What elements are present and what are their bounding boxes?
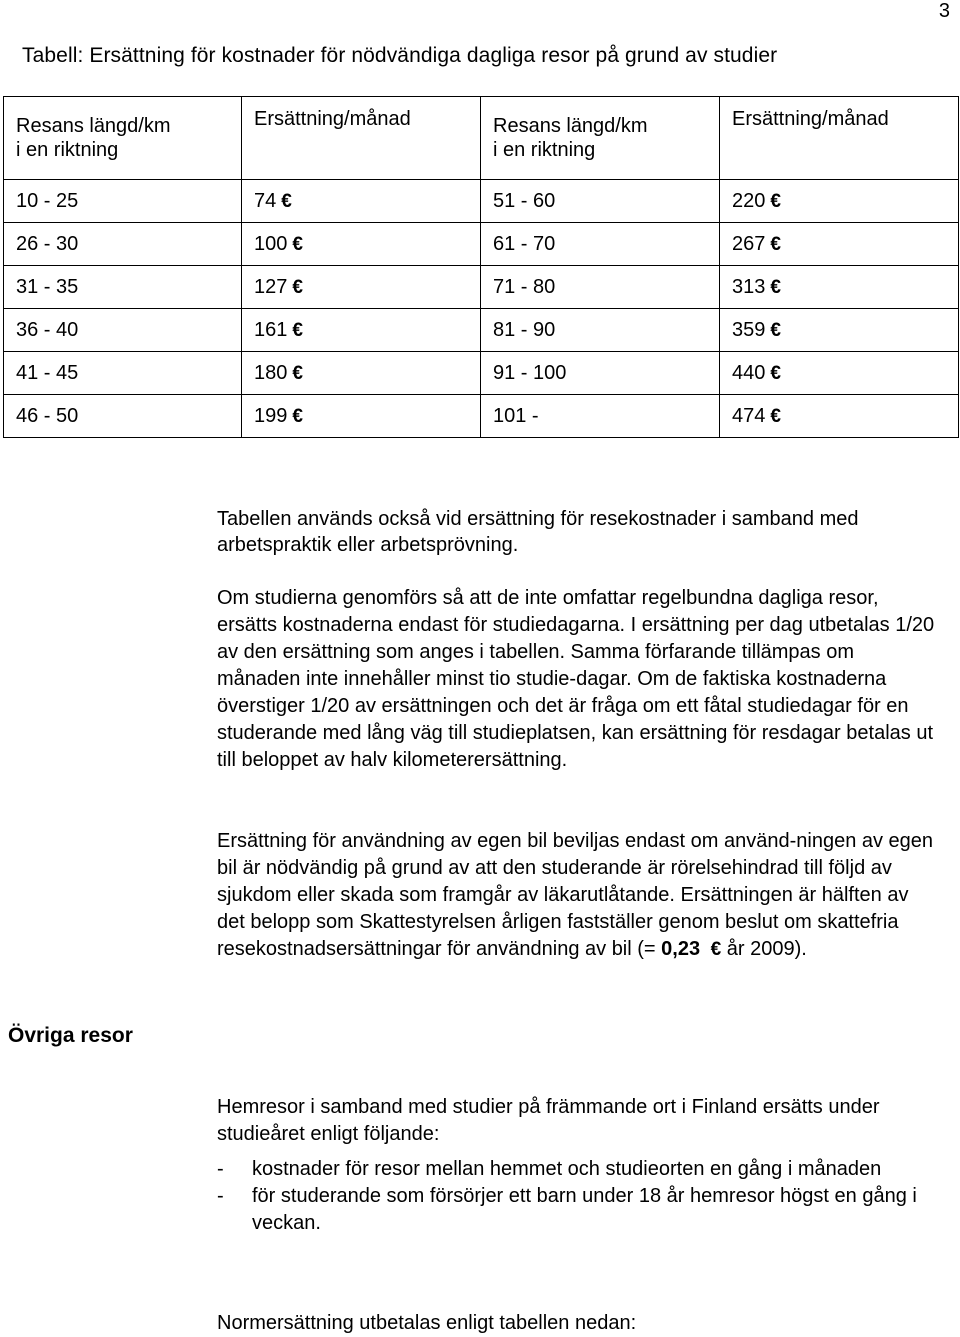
table-header-row — [4, 97, 959, 180]
amount-cell: 267 € — [720, 223, 959, 266]
amount-cell: 220 € — [720, 180, 959, 223]
euro-icon: € — [292, 405, 303, 427]
amount-cell: 161 € — [242, 309, 481, 352]
paragraph-own-car: Ersättning för användning av egen bil beviljas endast om använd-ningen av egen bil är nödvändig på grund av att den studerande är rörelsehindrad till följd av sjukdom eller skada som framgår av läkarutlåtande. Ersättningen är hälften av det belopp som Skattestyrelsen årligen fastställer genom beslut om skattefria resekostnadsersättningar för användning av bil (= 0,23 € år 2009). — [217, 828, 937, 963]
amount-cell: 313 € — [720, 266, 959, 309]
euro-icon: € — [292, 233, 303, 255]
distance-cell: 31 - 35 — [4, 266, 242, 309]
amount-cell: 180 € — [242, 352, 481, 395]
table-row — [4, 266, 959, 309]
euro-icon: € — [770, 276, 781, 298]
table-row — [4, 309, 959, 352]
header-distance-2: Resans längd/km i en riktning — [481, 97, 720, 180]
list-marker: - — [217, 1185, 224, 1207]
table-row — [4, 223, 959, 266]
list-item: - för studerande som försörjer ett barn under 18 år hemresor högst en gång i veckan. — [217, 1185, 917, 1234]
header-compensation-2: Ersättning/månad — [720, 97, 959, 180]
distance-cell: 46 - 50 — [4, 395, 242, 438]
distance-cell: 41 - 45 — [4, 352, 242, 395]
distance-cell: 36 - 40 — [4, 309, 242, 352]
distance-cell: 26 - 30 — [4, 223, 242, 266]
table-title: Tabell: Ersättning för kostnader för nödvändiga dagliga resor på grund av studier — [22, 44, 778, 67]
euro-icon: € — [281, 190, 292, 212]
euro-icon: € — [770, 405, 781, 427]
euro-icon: € — [770, 319, 781, 341]
amount-cell: 199 € — [242, 395, 481, 438]
table-row — [4, 352, 959, 395]
list-item: - kostnader för resor mellan hemmet och studieorten en gång i månaden — [217, 1156, 937, 1183]
amount-cell: 359 € — [720, 309, 959, 352]
page-number: 3 — [938, 0, 950, 22]
euro-icon: € — [710, 939, 722, 960]
table-row — [4, 180, 959, 223]
amount-cell: 127 € — [242, 266, 481, 309]
amount-cell: 440 € — [720, 352, 959, 395]
distance-cell: 61 - 70 — [481, 223, 720, 266]
section-heading: Övriga resor — [8, 1024, 133, 1047]
distance-cell: 81 - 90 — [481, 309, 720, 352]
paragraph-study-days: Om studierna genomförs så att de inte omfattar regelbundna dagliga resor, ersätts kostnaderna endast för studiedagarna. I ersättning per dag utbetalas 1/20 av den ersättning som anges i tabellen. Samma förfarande tillämpas om månaden inte innehåller minst tio studie-dagar. Om de faktiska kostnaderna överstiger 1/20 av ersättningen och det är fråga om ett fåtal studiedagar för en studerande med lång väg till studieplatsen, kan ersättning för resdagar betalas ut till beloppet av halv kilometerersättning. — [217, 587, 935, 771]
distance-cell: 10 - 25 — [4, 180, 242, 223]
distance-cell: 101 - — [481, 395, 720, 438]
euro-icon: € — [292, 276, 303, 298]
header-compensation-1: Ersättning/månad — [242, 97, 481, 180]
amount-cell: 74 € — [242, 180, 481, 223]
section-intro: Hemresor i samband med studier på främmande ort i Finland ersätts under studieåret enligt följande: — [217, 1096, 880, 1145]
amount-cell: 100 € — [242, 223, 481, 266]
distance-cell: 91 - 100 — [481, 352, 720, 395]
euro-icon: € — [770, 190, 781, 212]
distance-cell: 51 - 60 — [481, 180, 720, 223]
paragraph-work-practice: Tabellen används också vid ersättning för resekostnader i samband med arbetspraktik eller arbetsprövning. — [217, 508, 859, 556]
header-distance-1: Resans längd/km i en riktning — [4, 97, 242, 180]
amount-cell: 474 € — [720, 395, 959, 438]
car-rate-amount: 0,23 — [661, 938, 701, 960]
euro-icon: € — [292, 362, 303, 384]
euro-icon: € — [770, 362, 781, 384]
list-marker: - — [217, 1158, 224, 1180]
euro-icon: € — [292, 319, 303, 341]
euro-icon: € — [770, 233, 781, 255]
distance-cell: 71 - 80 — [481, 266, 720, 309]
compensation-table — [3, 96, 959, 438]
table-row — [4, 395, 959, 438]
home-travel-list — [217, 1156, 937, 1237]
final-note: Normersättning utbetalas enligt tabellen nedan: — [217, 1312, 637, 1334]
